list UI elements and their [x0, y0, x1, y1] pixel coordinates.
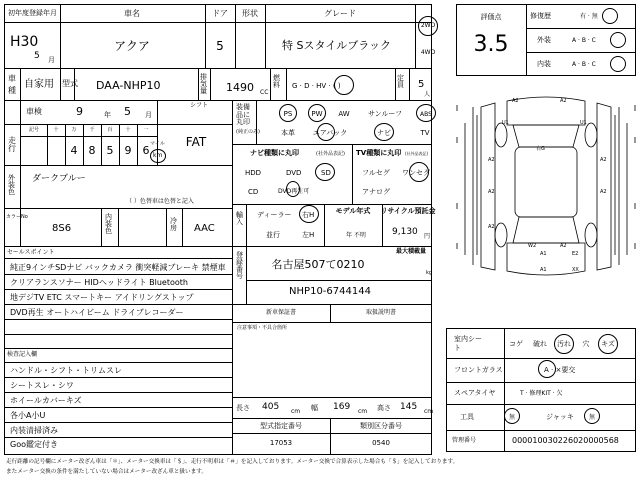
seat-hole: 穴 — [582, 340, 590, 348]
nav-sd: SD — [321, 169, 331, 177]
equip-nav: ナビ — [377, 129, 391, 137]
diag-label-12: A2 — [560, 243, 567, 249]
diag-label-13: XX — [572, 267, 579, 273]
inspection-year-unit: 年 — [104, 111, 111, 119]
ext-value: A · B · C — [572, 37, 596, 44]
nav-dvd: DVD — [286, 169, 302, 177]
recycle-yen: 円 — [424, 233, 431, 240]
km-unit: km — [153, 152, 163, 159]
right-h-circle — [299, 205, 319, 223]
displacement-label: 排気量 — [200, 73, 207, 95]
class-no-label: 類別区分番号 — [360, 422, 402, 430]
note-line-1: ハンドル・シフト・トリムスレ — [10, 366, 122, 375]
mileage-digit-4: 9 — [124, 144, 132, 157]
plate-number: 名古屋507て0210 — [271, 258, 365, 271]
tool-value: 無 — [508, 414, 516, 421]
capacity-label: 定員 — [397, 74, 404, 89]
reg-year: H30 — [10, 34, 39, 50]
kg-unit: kg — [426, 270, 433, 276]
month-unit: 月 — [48, 56, 55, 64]
capacity-value: 5 — [418, 79, 425, 90]
ext-label: 外装 — [537, 36, 551, 44]
spare-value: T · 修理KIT · 欠 — [520, 390, 563, 397]
tv-fullseg: フルセグ — [362, 169, 390, 177]
manual-label: 取扱説明書 — [365, 309, 397, 316]
grade: 特 Sスタイルブラック — [282, 39, 392, 52]
mgmt-value: 000010030226020000568 — [512, 436, 619, 445]
nav-hdd: HDD — [245, 169, 262, 177]
sales-line-1: 純正9インチSDナビ バックカメラ 衝突軽減ブレーキ 禁煙車 — [10, 263, 226, 272]
footer-line-1: 走行距離の記号欄にメーター改ざん車は「＊」、メーター交換車は「＄」、走行不明車は「＃」を記入しております。メーター交換で合算表示した場合も「＄」を記入しております。 — [6, 459, 459, 465]
tv-oneseg: ワンセグ — [402, 169, 430, 177]
drive-2wd: 2WD — [420, 22, 436, 29]
reg-year-label: 初年度登録年月 — [8, 9, 57, 17]
warranty-label: 新車保証書 — [265, 309, 297, 316]
mileage-unit-3: 千 — [89, 127, 95, 133]
jack-label: ジャッキ — [546, 413, 574, 421]
int-value: A · B · C — [572, 61, 596, 68]
equip-aw: AW — [338, 110, 350, 118]
recycle-value: 9,130 — [392, 227, 418, 237]
int-label: 内装 — [537, 60, 551, 68]
shift-label: シフト — [190, 102, 209, 109]
note-line-5: 内装清掃済み — [10, 426, 58, 435]
sales-points-label: セールスポイント — [7, 249, 55, 256]
fuel-label: 燃料 — [273, 74, 280, 89]
repair-label: 修復歴 — [530, 12, 551, 20]
mileage-label: 走行 — [8, 136, 16, 153]
equipment-label: 装備品に丸印 — [236, 103, 250, 127]
equip-tv: TV — [420, 129, 430, 137]
exterior-note: （ ）色替車は色替と記入 — [126, 198, 194, 205]
seat-burn: コゲ — [509, 340, 523, 348]
mileage-unit-2: 万 — [71, 127, 77, 133]
equip-ps: PS — [283, 110, 293, 118]
nav-circle — [374, 123, 394, 141]
mileage-digit-2: 8 — [88, 144, 96, 157]
import-left: 左H — [302, 231, 315, 239]
exterior-color: ダークブルー — [32, 174, 86, 184]
registration-label: 登録番号 — [236, 251, 243, 280]
car-name: アクア — [114, 39, 150, 53]
diag-label-6: A2 — [488, 189, 495, 195]
mileage-unit-0: 記号 — [28, 127, 40, 133]
grade-label: グレード — [324, 9, 356, 18]
mileage-digit-3: 5 — [106, 144, 114, 157]
type-no-value: 17053 — [269, 439, 293, 447]
note-line-4: 各小A小U — [10, 411, 46, 420]
scratch-circle — [598, 334, 618, 354]
use-value: 自家用 — [24, 79, 54, 90]
mileage-unit-6: 一 — [143, 127, 149, 133]
sd-circle — [315, 163, 335, 181]
length-unit: cm — [291, 408, 301, 415]
oneseg-circle — [409, 162, 429, 182]
seat-scratch: キズ — [601, 340, 615, 348]
use-label-1: 車 — [8, 74, 16, 83]
capacity-unit: 人 — [424, 91, 431, 98]
height-unit: cm — [424, 408, 434, 415]
equip-airbag: エアバック — [312, 129, 348, 137]
reg-month: 5 — [34, 51, 40, 61]
equip-leather: 本革 — [281, 129, 295, 137]
length-label: 長さ — [236, 404, 250, 412]
mileage-digit-1: 4 — [70, 144, 78, 157]
diag-label-15: E2 — [572, 251, 579, 257]
nav-type-sub: (社外品表記) — [316, 151, 345, 157]
fuel-value: G · D · HV · ( ) — [292, 82, 341, 90]
door-label: ドア — [212, 9, 228, 18]
diag-label-10: W2 — [528, 243, 537, 249]
note-line-3: ホイールカバーキズ — [10, 396, 82, 405]
import-label: 輸入 — [236, 211, 243, 226]
recycle-label: リサイクル預託金 — [380, 207, 436, 215]
hv-circle — [334, 75, 354, 95]
nav-dvd-play: DVD再生可 — [278, 188, 310, 195]
diag-label-2: U1 — [502, 120, 509, 126]
spare-label: スペアタイヤ — [454, 389, 496, 397]
width-unit: cm — [358, 408, 368, 415]
use-label-2: 種 — [8, 86, 16, 95]
equip-abs: ABS — [420, 111, 432, 118]
equip-pw: PW — [311, 110, 323, 118]
color-no-label: カラーNo — [6, 214, 28, 220]
shape-label: 形状 — [242, 9, 258, 18]
jack-none-circle — [584, 408, 600, 424]
ps-circle — [279, 104, 297, 122]
displacement-value: 1490 — [226, 81, 254, 94]
notes-label: 注意事項・不具合箇所 — [237, 325, 288, 331]
note-line-6: Goo鑑定付き — [10, 440, 58, 449]
ac-value: AAC — [194, 223, 215, 234]
exterior-label: 外装色 — [8, 174, 15, 196]
class-no-value: 0540 — [372, 439, 390, 447]
import-parallel: 並行 — [266, 231, 280, 239]
max-load-label: 最大積載量 — [396, 248, 427, 255]
mgmt-label: 管理番号 — [452, 437, 477, 444]
width-label: 幅 — [311, 404, 318, 412]
seat-tear: 破れ — [533, 340, 547, 348]
score-value: 3.5 — [473, 32, 509, 57]
dvd-play-circle — [286, 181, 300, 197]
score-label: 評価点 — [480, 13, 502, 21]
model-year-value: 年 不明 — [346, 232, 366, 239]
diag-label-1: A2 — [512, 98, 519, 104]
int-c-circle — [610, 56, 626, 72]
tv-type-title: TV種類に丸印 — [356, 149, 402, 157]
cc-unit: CC — [260, 89, 269, 96]
repair-none-circle — [602, 8, 618, 24]
note-line-2: シートスレ・シワ — [10, 381, 74, 390]
tool-label: 工具 — [460, 413, 474, 421]
chassis-number: NHP10-6744144 — [289, 286, 371, 297]
seat-label: 室内シート — [454, 335, 482, 353]
tv-analog: アナログ — [362, 188, 390, 196]
equipment-sub: (純正のみ) — [236, 129, 260, 135]
footer-line-2: またメーター交換の条件を満たしていない場合はメーター改ざん車と扱います。 — [6, 469, 207, 475]
tool-none-circle — [504, 408, 520, 424]
mileage-unit-5: 十 — [125, 127, 131, 133]
diag-label-11: A1 — [540, 251, 547, 257]
mileage-unit-4: 百 — [107, 127, 113, 133]
diag-label-8: A2 — [600, 189, 607, 195]
model-label: 型式 — [62, 79, 78, 88]
abs-circle — [416, 104, 436, 122]
color-no-value: 8S6 — [52, 223, 72, 234]
sales-line-3: 地デジTV ETC スマートキー アイドリングストップ — [10, 293, 194, 302]
model-year-label: モデル年式 — [335, 207, 371, 215]
height-label: 高さ — [377, 404, 391, 412]
width-value: 169 — [333, 402, 351, 412]
type-no-label: 型式指定番号 — [260, 422, 302, 430]
height-value: 145 — [400, 402, 418, 412]
shift-value: FAT — [185, 135, 207, 149]
jack-value: 無 — [588, 414, 596, 421]
ext-c-circle — [610, 32, 626, 48]
nav-cd: CD — [248, 188, 259, 196]
import-dealer: ディーラー — [257, 211, 292, 219]
diag-label-14: A1 — [540, 267, 547, 273]
diag-label-16: 右G — [536, 146, 545, 152]
diag-label-7: A2 — [600, 157, 607, 163]
inspection-label: 車検 — [26, 107, 42, 116]
glass-value: A · ×要交 — [544, 366, 576, 374]
sales-line-4: DVD再生 オートハイビーム ドライブレコーダー — [10, 308, 184, 317]
drive-4wd: 4WD — [420, 49, 436, 56]
mileage-unit-1: 十 — [53, 127, 59, 133]
diag-label-3: U1 — [580, 120, 587, 126]
door-count: 5 — [216, 39, 224, 53]
repair-value: 有 · 無 — [580, 13, 598, 20]
length-value: 405 — [262, 402, 280, 412]
inspection-month-unit: 月 — [145, 111, 152, 119]
inspector-notes-label: 検査記入欄 — [7, 351, 38, 358]
mileage-digit-5: 6 — [142, 144, 150, 157]
dirt-circle — [554, 334, 574, 354]
nav-type-title: ナビ種類に丸印 — [250, 149, 299, 157]
ac-label: 冷房 — [170, 217, 177, 232]
glass-label: フロントガラス — [454, 366, 503, 374]
model-value: DAA-NHP10 — [96, 79, 161, 92]
sales-line-2: クリアランスソナー HIDヘッドライト Bluetooth — [10, 278, 188, 287]
equip-sunroof: サンルーフ — [367, 110, 403, 118]
car-name-label: 車名 — [124, 9, 140, 18]
import-right: 右H — [302, 211, 315, 219]
seat-dirt: 汚れ — [557, 340, 571, 348]
glass-a-circle — [538, 360, 556, 378]
airbag-circle — [317, 123, 335, 141]
diag-label-4: A2 — [560, 98, 567, 104]
mile-unit: マイル — [150, 141, 165, 147]
tv-type-sub: (社外品表記) — [405, 151, 429, 156]
interior-color-label: 内装色 — [105, 213, 112, 235]
pw-circle — [308, 104, 326, 122]
diag-label-5: A2 — [488, 157, 495, 163]
diag-label-9: A2 — [488, 224, 495, 230]
inspection-year: 9 — [76, 105, 83, 118]
inspection-month: 5 — [124, 105, 131, 118]
